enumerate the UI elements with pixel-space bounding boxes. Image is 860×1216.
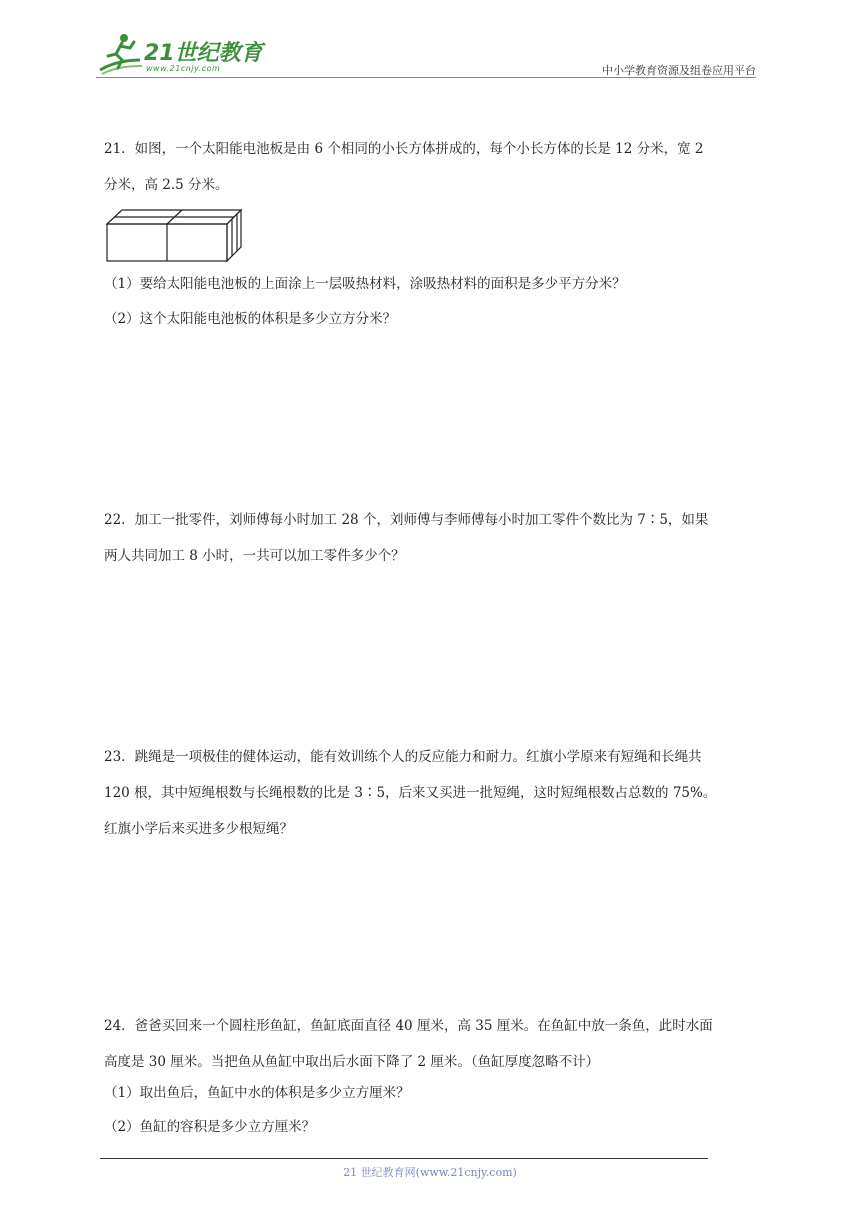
- question-24-line-2: 高度是 30 厘米。当把鱼从鱼缸中取出后水面下降了 2 厘米。（鱼缸厚度忽略不计）: [104, 1054, 600, 1070]
- question-22-line-2: 两人共同加工 8 小时，一共可以加工零件多少个？: [104, 548, 405, 564]
- question-24-line-1: 24．爸爸买回来一个圆柱形鱼缸，鱼缸底面直径 40 厘米，高 35 厘米。在鱼缸中放一条鱼，此时水面: [104, 1018, 713, 1034]
- question-23: [104, 739, 762, 847]
- question-23-line-3: 红旗小学后来买进多少根短绳？: [104, 821, 293, 837]
- footer-text: 21 世纪教育网(www.21cnjy.com): [343, 1166, 517, 1179]
- runner-logo-icon: [96, 30, 144, 78]
- question-21-line-2: 分米，高 2.5 分米。: [104, 177, 229, 193]
- question-24-sub-1: （1）取出鱼后，鱼缸中水的体积是多少立方厘米？: [104, 1085, 410, 1101]
- logo: [96, 30, 266, 78]
- question-24: [104, 1008, 762, 1080]
- question-24-sub-2: （2）鱼缸的容积是多少立方厘米？: [104, 1119, 316, 1135]
- header-divider: [96, 77, 756, 78]
- page-header: [96, 30, 756, 78]
- question-22-line-1: 22．加工一批零件，刘师傅每小时加工 28 个，刘师傅与李师傅每小时加工零件个数比为 7∶5，如果: [104, 512, 709, 528]
- platform-name: 中小学教育资源及组卷应用平台: [602, 64, 756, 77]
- logo-url: www.21cnjy.com: [146, 64, 221, 73]
- question-23-line-1: 23．跳绳是一项极佳的健体运动，能有效训练个人的反应能力和耐力。红旗小学原来有短绳和长绳共: [104, 749, 702, 765]
- question-21-sub-2: （2）这个太阳能电池板的体积是多少立方分米？: [104, 311, 397, 327]
- question-22: [104, 502, 762, 574]
- logo-text: 21世纪教育: [144, 41, 263, 66]
- question-23-line-2: 120 根，其中短绳根数与长绳根数的比是 3∶5，后来又买进一批短绳，这时短绳根数占总数的 75%。: [104, 785, 717, 801]
- question-21: [104, 131, 762, 203]
- question-21-line-1: 21．如图，一个太阳能电池板是由 6 个相同的小长方体拼成的，每个小长方体的长是 12 分米，宽 2: [104, 141, 704, 157]
- question-21-sub-1: （1）要给太阳能电池板的上面涂上一层吸热材料，涂吸热材料的面积是多少平方分米？: [104, 276, 626, 292]
- footer-divider: [100, 1158, 708, 1159]
- solar-panel-figure: [104, 206, 244, 264]
